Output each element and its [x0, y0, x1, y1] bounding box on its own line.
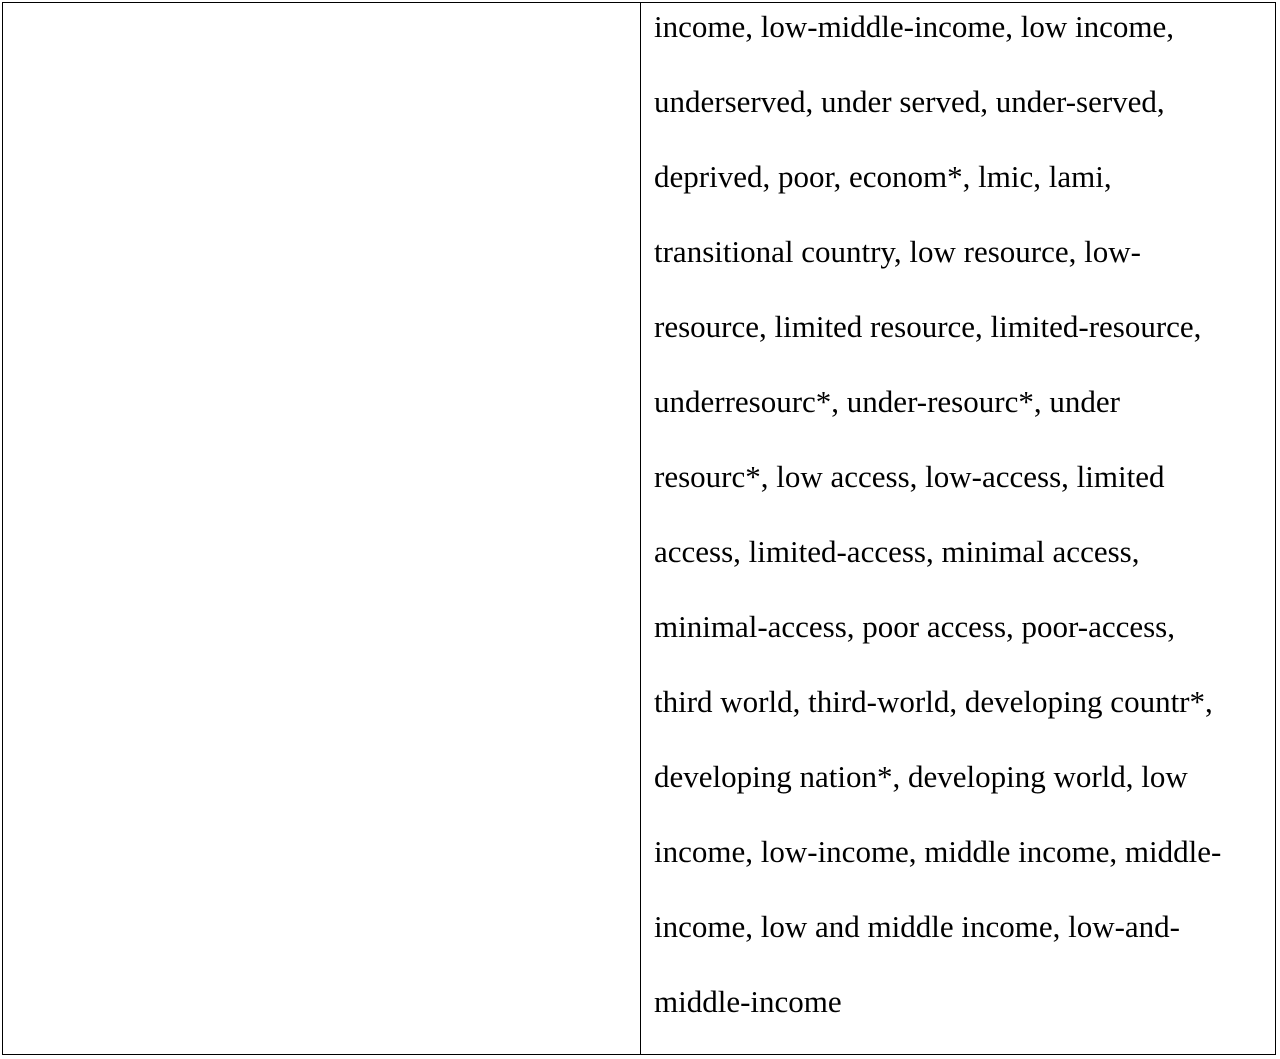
text-line: third world, third-world, developing countr*,: [654, 684, 1213, 719]
table-cell-left: [3, 3, 641, 1054]
text-line: minimal-access, poor access, poor-access,: [654, 609, 1175, 644]
text-line: income, low-middle-income, low income,: [654, 9, 1174, 44]
text-line: underresourc*, under-resourc*, under: [654, 384, 1120, 419]
text-line: income, low and middle income, low-and-: [654, 909, 1181, 944]
table-cell-right: [641, 3, 1275, 1054]
text-line: transitional country, low resource, low-: [654, 234, 1141, 269]
text-line: developing nation*, developing world, low: [654, 759, 1188, 794]
table: [2, 2, 1276, 1055]
text-line: access, limited-access, minimal access,: [654, 534, 1140, 569]
text-line: deprived, poor, econom*, lmic, lami,: [654, 159, 1112, 194]
text-line: income, low-income, middle income, middle-: [654, 834, 1222, 869]
text-line: resourc*, low access, low-access, limited: [654, 459, 1165, 494]
text-line: resource, limited resource, limited-resource,: [654, 309, 1202, 344]
text-line: middle-income: [654, 984, 842, 1019]
text-line: underserved, under served, under-served,: [654, 84, 1165, 119]
